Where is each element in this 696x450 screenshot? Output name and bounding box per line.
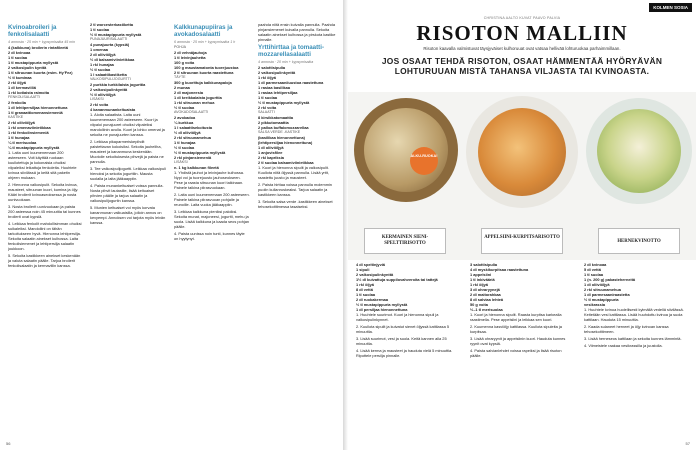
ingredient-line: 4 dl speltinjyviä xyxy=(356,262,385,267)
left-column-2 xyxy=(90,22,166,440)
left-page xyxy=(0,0,343,450)
subheading: SALAATTI xyxy=(258,109,275,114)
article-title: RISOTON MALLIIN xyxy=(416,21,628,45)
ingredient-line: 2 tl suolaa balsamiviinietikkaa xyxy=(258,159,314,165)
right-recipe-3 xyxy=(584,262,688,438)
ingredient-line: 1 rkl kotiaista raimoita xyxy=(8,89,50,95)
subheading: LISÄKSI xyxy=(90,97,104,101)
ingredient-line: 1 tl leivinjauhetta xyxy=(174,54,206,60)
ingredient-line: 1 l salaattisekoitusta xyxy=(174,124,213,130)
left-column-1 xyxy=(8,22,82,440)
method-paragraph: 3. Nosta broilerit uunivuokaan ja paista 200 asteessa noin 45 minuuttia tai kunnes broilerit ovat kypsiä. xyxy=(8,203,81,219)
method-paragraph: 1. Laita uuni kuumenemaan 200 asteeseen. Voit käyttää ruokaan kuullotettuja ja kokonaisia ohuiksi viipaleiksi leikattuja fenkoleita. Huuhtele kvinoa siivilässä ja keitä sitä paketin ohjeen mukaan. xyxy=(8,149,77,180)
ingredient-line: ½–1 tl merisuolaa xyxy=(470,307,503,312)
method-paragraph: paahda niitä ensin kuivalla pannulla. Paahda pinjansiemenet kuivalla pannulla. Sekoita salaatin ainekset kulhossa ja pirskota kastike pinnalle. xyxy=(258,22,336,42)
ingredient-line: ½ tl mustapippuria myllystä xyxy=(258,99,310,105)
ingredient-line: 1 rkl fenkolinsiemeniä xyxy=(8,129,49,135)
ingredient-line: ½ tl mustapippuria myllystä xyxy=(356,302,408,307)
ingredient-line: ¼ tl mustapippuria myllystä xyxy=(8,144,60,150)
ingredient-line: 1 dl oliiviöljyä xyxy=(584,282,610,287)
method-paragraph: 4. Paista salvianlehdet voissa rapeiksi ja lisää risoton päälle. xyxy=(470,348,562,358)
ingredient-line: 8 dl vettä xyxy=(356,287,373,292)
subheading: SALSA VERDE -KASTIKE xyxy=(258,129,301,134)
ingredient-line: 2 rkl voita xyxy=(258,104,277,110)
ingredient-line: 1 tl suolaa xyxy=(258,94,278,100)
ingredient-line: 1 rkl omenaviinietikkaa xyxy=(8,124,51,130)
ingredient-line: 2 palloa buffalomozzarellaa xyxy=(258,124,309,130)
method-paragraph: 5. Sekoita kastikkeen ainekset keskenään ja valuta salaatin päälle. Tarjoa broilerit fenkolisalaatin ja kermaviilin kanssa. xyxy=(8,252,81,268)
subheading: LISÄKSI xyxy=(174,159,188,164)
ingredient-line: 1 omenaa xyxy=(90,47,108,52)
bowl-photo-1 xyxy=(354,98,458,202)
ingredient-line: 1 dl lehtipersiljaa hienonnettuna xyxy=(8,104,68,110)
ingredient-line: 1 tl granaattiomenansiemeniä xyxy=(8,109,63,115)
ingredient-line: (lehtipersiljaa hienonnettuna) xyxy=(258,139,313,145)
left-column-4 xyxy=(258,22,336,440)
method-paragraph: 3. Leikkaa kalkkuna pieniksi paloiksi. Sekoita munat, majoneesi, jogurtti, mehu ja suola. Lisää kalkkuna ja kaada seos pohjan päälle. xyxy=(174,208,250,229)
ingredient-line: 2 munaa xyxy=(174,84,190,90)
ingredient-line: 2 dl maitorahkaa xyxy=(470,292,501,297)
ingredient-line: 1 dl parmesaaniiuustoa raastettuna xyxy=(258,79,324,85)
ingredient-line: 1 rasiaa lehtipersiljaa xyxy=(258,89,298,95)
ingredient-line: 2 tl sitruunan kuorta raastettuna xyxy=(174,69,234,75)
method-paragraph: 2. Laita uuni kuumenemaan 200 asteeseen. Painele taikina piirasvuoan pohjalle ja reunoille. Laita vuoka jääkaappiin. xyxy=(174,191,250,207)
method-paragraph: 1. Kuori ja hienonna sipulit ja valkosipulit. Kuullota niitä öljyssä pannulla. Lisää yrtit, raastettu juusto ja mausteet. xyxy=(258,164,329,180)
ingredient-line: 8 kirsikkatomaattia xyxy=(258,114,294,120)
method-paragraph: 1. Aloita salaatista. Laita uuni kuumenemaan 200 asteeseen. Kuori ja viipaloi punajuuret ohuiksi viipaleiksi mandoliinin avulla. Kuori ja lohko omenat ja sekoita ne punajuurten kanssa. xyxy=(90,112,165,137)
recipe-title: Kvinoabroileri ja fenkolisalaatti xyxy=(8,24,57,38)
subheading: AVOKADOSALAATTI xyxy=(174,109,209,114)
recipe-tile-2: APPELSIINI-KURPITSARISOTTO xyxy=(481,228,563,254)
subheading: FENKOLISALAATTI xyxy=(8,94,41,99)
ingredient-line: 2 dl majoneesia xyxy=(174,89,203,95)
recipe-tile-1: KERMAINEN SIENI-SPELTTIRISOTTO xyxy=(364,228,446,254)
ingredient-line: 2 dl kvinoaa xyxy=(584,262,607,267)
recipe-meta: 6 annosta · 25 min + kypsymisaika 1 h xyxy=(174,40,236,44)
recipe-title: Kalkkunapupiiras ja avokadosalaatti xyxy=(174,24,233,38)
subheading: PUNAJUURISALAATTI xyxy=(90,37,128,41)
ingredient-line: 1 tl suolaa xyxy=(356,292,376,297)
ingredient-line: 2 dl vehnäjauhoja xyxy=(174,49,207,55)
ingredient-line: 3 salottisipulia xyxy=(470,262,498,267)
food-photo xyxy=(348,92,696,260)
ingredient-line: 1 dl parmesaaniraastetta xyxy=(584,292,630,297)
ingredient-line: 4 dl myskikurpitsaa raastettuna xyxy=(470,267,529,272)
lead-text: Risoton kaavalla valmistuvat täysjyväiset kulhoruuat ovat vatsaa hellivää lohturuokaa parhaimmillaan. xyxy=(423,46,621,51)
ingredient-line: 100 g voita xyxy=(174,59,195,65)
subheading: VALKOSIPULIJOGURTTI xyxy=(90,77,132,81)
ingredient-line: 1 rkl öljyä xyxy=(470,282,488,287)
ingredient-line: 100 g maustamatonta tuorejuustoa xyxy=(174,64,239,70)
right-page xyxy=(348,0,696,450)
ingredient-line: 1 tl suolaa xyxy=(584,272,604,277)
ingredient-line: 2 valkosipulinkynttä xyxy=(90,87,128,92)
ingredient-line: vesikrassia xyxy=(584,302,605,307)
ingredient-line: 4 punajuurta (kypsiä) xyxy=(90,42,130,47)
method-paragraph: 3. Lisää suurimot, vesi ja suola. Keitä kannen alla 25 minuuttia. xyxy=(356,336,447,346)
ingredient-line: 2 dl kvinoaa xyxy=(8,49,31,55)
ingredient-line: 1 dl kreikkalaista jogurttia xyxy=(174,94,222,100)
method-paragraph: 4. Paista munankeltuaiset voissa pannulla. Nosta pihvit lautasille, lisää keltuaiset pihvien päälle ja tarjoa salaatin ja valkosipulijogurtin kanssa. xyxy=(90,183,164,203)
method-paragraph: 3. Sekoita salsa verde -kastikkeen ainekset tehosekoittimessa tasaiseksi. xyxy=(258,198,333,209)
bowl-photo-3 xyxy=(586,98,692,204)
method-paragraph: 3. Lisää herneseos kattilaan ja sekoita kunnes lämmintä. xyxy=(584,336,682,341)
ingredient-line: (basilikaa hienonnettuna) xyxy=(258,134,305,140)
method-paragraph: 4. Paista uunissa noin tunti, kunnes täyte on hyytynyt. xyxy=(174,230,245,241)
ingredient-line: n. 1 kg kalkkunan fileetä xyxy=(174,164,219,170)
ingredient-line: 2 valkosipulinkynttä xyxy=(356,272,394,277)
ingredient-line: ¼ tl merisuolaa xyxy=(8,139,37,145)
credits: CHRISTINA AALTO KUVAT PAAVO PALVIA xyxy=(483,16,561,20)
ingredient-line: 1 anjovisfilee xyxy=(258,149,283,155)
recipe-title: Yrttihirttaa ja tomaatti-mozzarellasalaatti xyxy=(258,44,325,58)
ingredient-line: ½ tl kuminaa xyxy=(8,74,32,80)
ingredient-line: 2 dl ruokakermaa xyxy=(356,297,389,302)
subheading: KASTIKE xyxy=(8,114,24,119)
page-number-right: 57 xyxy=(685,441,690,446)
ingredient-line: 2 rkl pinjansiemeniä xyxy=(174,154,212,160)
ingredient-line: 2 rkl öljyä xyxy=(8,79,26,85)
left-column-3 xyxy=(174,22,250,440)
ingredient-line: 2 rkl sitruunamehua xyxy=(584,287,621,292)
ingredient-line: 2 pikkutomaattia xyxy=(258,119,289,125)
method-paragraph: 5. Munien keltuaiset voi myös korvata kananmunan valkuaisilla, jolloin annos on kevyempi. Annoksen voi tarjota myös leivän kanssa. xyxy=(90,205,166,225)
recipe-meta: 4 annosta · 20 min + kypsymisaika xyxy=(258,60,314,64)
method-paragraph: 4. Viimeistele raakaa vesikrassilla ja juustolla. xyxy=(584,343,663,348)
ingredient-line: 1 dl persiljaa hienonnettuna xyxy=(356,307,408,312)
ingredient-line: 4 kananmunankeltuaista xyxy=(90,107,136,112)
right-recipe-2 xyxy=(470,262,574,438)
ingredient-line: ½ tl oliiviöljyä xyxy=(90,92,116,97)
ingredient-line: 1 rkl hunajaa xyxy=(90,62,114,67)
method-paragraph: 2. Hienonna valkosipulit. Sekoita kvinoa, mausteet, sitruunan kuori, kumina ja öljy. Kääri broilerit kvinoaseoksessa ja nosta uunivuokaan. xyxy=(8,181,79,202)
ingredient-line: ½ dl oliiviöljyä xyxy=(174,129,201,135)
method-paragraph: 1. Huuhtele suurimot. Kuori ja hienonna sipuli ja valkosipulinkynnet. xyxy=(356,312,439,322)
ingredient-line: 3 dl ohraryynejä xyxy=(470,287,500,292)
subheading: TÄYTE xyxy=(174,74,186,79)
method-paragraph: 1. Kuori ja hienonna sipulit. Raasta kurpitsa karkealla raastimella. Pese appelsiini ja leikkaa sen kuori. xyxy=(470,312,562,322)
ingredient-line: 1 rkl öljyä xyxy=(356,282,374,287)
ingredient-line: 1 tl suolaa xyxy=(90,27,110,32)
ingredient-line: 2 rkl sitruunamehua xyxy=(174,134,211,140)
ingredient-line: 1 dl kermaviiliä xyxy=(8,84,36,90)
ingredient-line: 2 fenkolia xyxy=(8,99,26,105)
ingredient-line: 50 g voita xyxy=(470,302,488,307)
ingredient-line: ½ tl suolaa xyxy=(174,104,195,110)
ingredient-line: 1 tl hunajaa xyxy=(174,139,196,145)
bowl-photo-2 xyxy=(466,96,578,208)
ingredient-line: 2 purkkia turkkilaista jogurttia xyxy=(90,82,146,87)
ingredient-line: 1 tl hunajaa xyxy=(8,134,30,140)
ingredient-line: 2 tl worcesterkastiketta xyxy=(90,22,134,27)
ingredient-line: 1 dl oliiviöljyä xyxy=(258,144,284,150)
ingredient-line: 2 salottisipulia xyxy=(258,64,286,70)
method-paragraph: 4. Lisää kerma ja mausteet ja hauduta vielä 5 minuuttia. Ripottele persilja pinnalle. xyxy=(356,348,453,358)
method-paragraph: 2. Kuumenna kasviöljy kattilassa. Kuullota sipuleita ja kurpitsaa. xyxy=(470,324,562,334)
ingredient-line: ½ dl balsamiviinietikkaa xyxy=(90,57,135,62)
ingredient-line: 1½ dl kuivattuja suppilovahveroita tai tattejä xyxy=(356,277,438,282)
ingredient-line: 1 appelsiini xyxy=(470,272,492,277)
method-paragraph: 1. Huuhtele kvinoa huolellisesti kylmällä vedellä siivilässä. Keitetään vesi kattilassa. Lisää huuhdottu kvinoa ja suola kattilaan. Hauduta 15 minuuttia. xyxy=(584,307,684,322)
ingredient-line: 2 rkl oliiviöljyä xyxy=(8,119,35,125)
right-recipe-1 xyxy=(356,262,460,438)
ingredient-line: 2 rkl voita xyxy=(90,102,109,107)
ingredient-line: 2 valkosipulin kynttä xyxy=(8,64,47,70)
ingredient-line: ¼ kurkkua xyxy=(174,119,194,125)
ingredient-line: 2 rkl kapriksia xyxy=(258,154,284,160)
subheading: POHJA xyxy=(174,44,186,49)
ingredient-line: 1 rkl öljyä xyxy=(258,74,276,80)
method-paragraph: 3. Lisää ohraryynit ja appelsiinin kuori. Hauduta kunnes ryynit ovat kypsiä. xyxy=(470,336,566,346)
ingredient-line: ½ tl suolaa xyxy=(90,67,111,72)
method-paragraph: 2. Leikkaa pikaparmeriskepihdit paistettavan kokoisiksi. Sekoita jauheliha, mausteet ja kananmuna keskenään. Muotoile sekoituksesta pihvejä ja paista ne pannulla. xyxy=(90,139,164,164)
ingredient-line: 2 avokadoa xyxy=(174,114,196,120)
ingredient-line: ½ tl suolaa xyxy=(174,144,195,150)
section-tag: KOLMEN SOSIA xyxy=(649,3,692,12)
alkuruoka-badge: ALKU-RUOKA! xyxy=(410,147,438,175)
ingredient-line: ½ tl mustapippuria myllystä xyxy=(90,32,142,37)
method-paragraph: 2. Kaada sulaneet herneet ja öljy kvinoan kanssa tehosekoittimeen. xyxy=(584,324,669,334)
method-paragraph: 2. Kuullota sipulit ja kuivatut sienet öljyssä kattilassa 5 minuuttia. xyxy=(356,324,449,334)
ingredient-line: 300 g kuorittuja kalkkunapaloja xyxy=(174,79,232,85)
method-paragraph: 2. Paista hirttaa voissa pannulla molemmin puolin kullanruskeaksi. Tarjoa salaatin ja kastikkeen kanssa. xyxy=(258,181,332,197)
ingredient-line: 1 tl inkivääriä xyxy=(470,277,495,282)
ingredient-line: 1 l salaattikastiketta xyxy=(90,72,127,77)
ingredient-line: 2 dl oliiviöljyä xyxy=(90,52,116,57)
ingredient-line: 1 tl sitruunan kuorta (esim. Hy'Fez) xyxy=(8,69,73,75)
method-paragraph: 4. Leikkaa fenkolit mahdollisimman ohuiksi suikaleiksi. Mandoliini on tähän tarkoitukseen hyvä. Hienonna lehtipersilja. Sekoita salaatin ainekset kulhossa. Laita fenkolisiemenet ja lehtipersilja salaatin joukkoon. xyxy=(8,220,82,251)
recipe-tile-3: HERNEKVINOTTO xyxy=(598,228,680,254)
ingredient-line: 8 dl salviaa lehteä xyxy=(470,297,504,302)
method-paragraph: 1. Yhdistä jauhot ja leivinjauhe kulhossa. Nypi voi ja tuorejuusto jauhoseokseen. Pese ja raasta sitruunan kuori taikinaan. Painele taikina piirasvuokaan. xyxy=(174,169,245,190)
ingredient-line: 2 valkosipulinkynttä xyxy=(258,69,296,75)
ingredient-line: 1 rkl sitruunan mehua xyxy=(174,99,215,105)
ingredient-line: 5 dl vettä xyxy=(584,267,601,272)
ingredient-line: 1 (n. 200 g) pakasteherneitä xyxy=(584,277,636,282)
ingredient-line: 1 tl suolaa xyxy=(8,54,28,60)
ingredient-line: ½ tl mustapippuria xyxy=(584,297,619,302)
recipe-meta: 4 annosta · 25 min + kypsymisaika 45 min xyxy=(8,40,76,44)
ingredient-line: 1 rasiaa basilikaa xyxy=(258,84,291,90)
pull-quote: JOS OSAAT TEHDÄ RISOTON, OSAAT HÄMMENTÄÄ HYÖRYÄVÄN LOHTURUUAN MISTÄ TAHANSA VILJASTA TAI KVINOASTA. xyxy=(381,56,663,76)
ingredient-line: ½ tl mustapippuria myllystä xyxy=(174,149,226,155)
ingredient-line: 1 sipuli xyxy=(356,267,370,272)
method-paragraph: 3. Tee valkosipulijogurtti. Leikkaa valkosipuli hienoksi ja sekoita jogurttiin. Mausta suolalla ja laita jääkaappiin. xyxy=(90,166,166,181)
page-number-left: 56 xyxy=(6,441,11,446)
ingredient-line: 1 tl mustapippuria myllystä xyxy=(8,59,59,65)
ingredient-line: 4 (kalkkuna) broilerin rintafileetä xyxy=(8,44,68,50)
